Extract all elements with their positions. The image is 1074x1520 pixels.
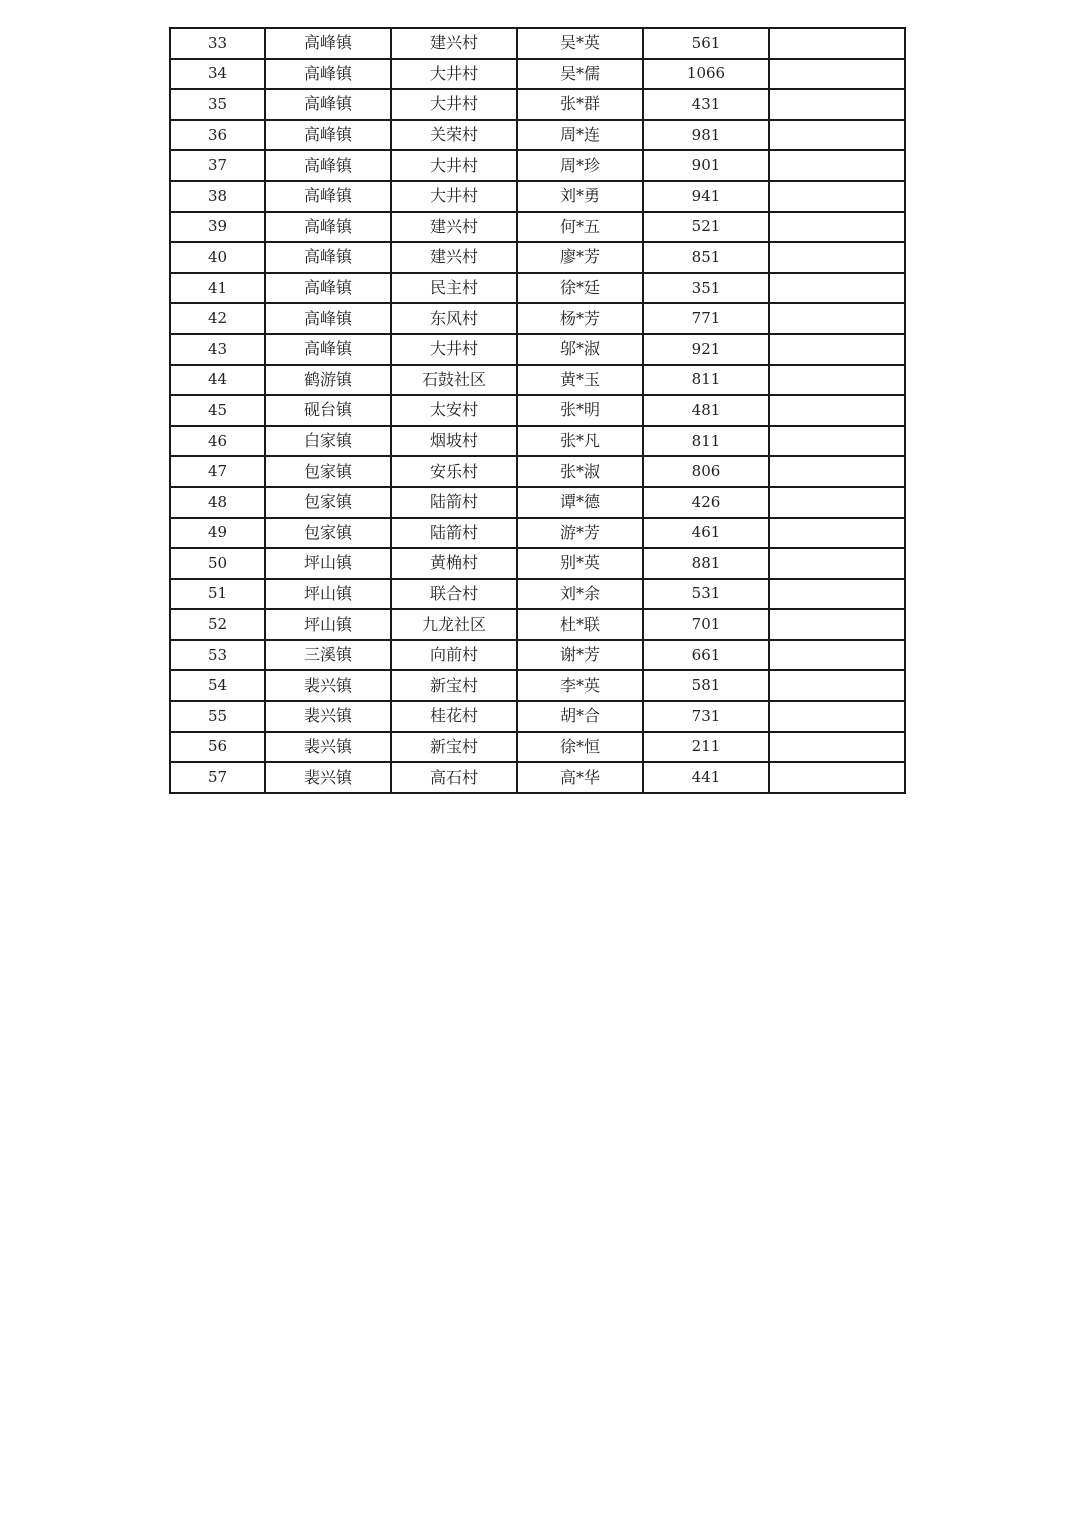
cell-town: 高峰镇 xyxy=(265,303,391,334)
cell-name: 游*芳 xyxy=(517,518,643,549)
cell-town: 高峰镇 xyxy=(265,59,391,90)
cell-village: 建兴村 xyxy=(391,242,517,273)
cell-number: 39 xyxy=(170,212,265,243)
cell-note xyxy=(769,518,905,549)
cell-amount: 941 xyxy=(643,181,769,212)
cell-number: 43 xyxy=(170,334,265,365)
cell-name: 徐*廷 xyxy=(517,273,643,304)
cell-name: 邬*淑 xyxy=(517,334,643,365)
cell-number: 55 xyxy=(170,701,265,732)
cell-number: 33 xyxy=(170,28,265,59)
cell-name: 刘*余 xyxy=(517,579,643,610)
cell-amount: 581 xyxy=(643,670,769,701)
cell-town: 高峰镇 xyxy=(265,212,391,243)
cell-note xyxy=(769,670,905,701)
table-row xyxy=(170,150,905,181)
cell-name: 吴*英 xyxy=(517,28,643,59)
cell-village: 安乐村 xyxy=(391,456,517,487)
cell-number: 42 xyxy=(170,303,265,334)
cell-number: 50 xyxy=(170,548,265,579)
cell-town: 包家镇 xyxy=(265,487,391,518)
cell-note xyxy=(769,59,905,90)
cell-village: 黄桷村 xyxy=(391,548,517,579)
cell-village: 石鼓社区 xyxy=(391,365,517,396)
cell-name: 杨*芳 xyxy=(517,303,643,334)
cell-name: 吴*儒 xyxy=(517,59,643,90)
cell-number: 46 xyxy=(170,426,265,457)
cell-number: 51 xyxy=(170,579,265,610)
cell-village: 陆箭村 xyxy=(391,487,517,518)
cell-note xyxy=(769,701,905,732)
cell-town: 白家镇 xyxy=(265,426,391,457)
cell-number: 53 xyxy=(170,640,265,671)
cell-name: 刘*勇 xyxy=(517,181,643,212)
table-row xyxy=(170,579,905,610)
table-row xyxy=(170,640,905,671)
table-row xyxy=(170,59,905,90)
table-row xyxy=(170,273,905,304)
cell-town: 坪山镇 xyxy=(265,609,391,640)
cell-name: 谭*德 xyxy=(517,487,643,518)
cell-village: 陆箭村 xyxy=(391,518,517,549)
cell-village: 九龙社区 xyxy=(391,609,517,640)
cell-number: 49 xyxy=(170,518,265,549)
cell-amount: 521 xyxy=(643,212,769,243)
table-row xyxy=(170,548,905,579)
cell-village: 建兴村 xyxy=(391,212,517,243)
cell-note xyxy=(769,212,905,243)
cell-name: 杜*联 xyxy=(517,609,643,640)
table-row xyxy=(170,303,905,334)
cell-number: 47 xyxy=(170,456,265,487)
cell-town: 裴兴镇 xyxy=(265,762,391,793)
cell-note xyxy=(769,456,905,487)
cell-amount: 901 xyxy=(643,150,769,181)
cell-village: 新宝村 xyxy=(391,732,517,763)
cell-name: 别*英 xyxy=(517,548,643,579)
cell-number: 56 xyxy=(170,732,265,763)
cell-town: 包家镇 xyxy=(265,456,391,487)
cell-village: 大井村 xyxy=(391,89,517,120)
cell-amount: 661 xyxy=(643,640,769,671)
cell-amount: 731 xyxy=(643,701,769,732)
cell-note xyxy=(769,242,905,273)
cell-note xyxy=(769,303,905,334)
cell-town: 高峰镇 xyxy=(265,242,391,273)
cell-village: 大井村 xyxy=(391,181,517,212)
cell-note xyxy=(769,181,905,212)
cell-name: 周*连 xyxy=(517,120,643,151)
cell-note xyxy=(769,732,905,763)
table-row xyxy=(170,28,905,59)
cell-town: 高峰镇 xyxy=(265,28,391,59)
cell-note xyxy=(769,762,905,793)
cell-name: 李*英 xyxy=(517,670,643,701)
cell-town: 裴兴镇 xyxy=(265,732,391,763)
cell-name: 高*华 xyxy=(517,762,643,793)
cell-amount: 461 xyxy=(643,518,769,549)
cell-note xyxy=(769,640,905,671)
cell-village: 大井村 xyxy=(391,150,517,181)
cell-number: 57 xyxy=(170,762,265,793)
cell-village: 东风村 xyxy=(391,303,517,334)
cell-amount: 561 xyxy=(643,28,769,59)
cell-village: 新宝村 xyxy=(391,670,517,701)
table-row xyxy=(170,701,905,732)
data-table xyxy=(169,27,906,794)
cell-note xyxy=(769,120,905,151)
cell-amount: 771 xyxy=(643,303,769,334)
cell-number: 38 xyxy=(170,181,265,212)
table-row xyxy=(170,242,905,273)
cell-village: 向前村 xyxy=(391,640,517,671)
cell-amount: 701 xyxy=(643,609,769,640)
table-row xyxy=(170,181,905,212)
cell-number: 40 xyxy=(170,242,265,273)
cell-number: 36 xyxy=(170,120,265,151)
cell-amount: 981 xyxy=(643,120,769,151)
cell-name: 谢*芳 xyxy=(517,640,643,671)
cell-town: 砚台镇 xyxy=(265,395,391,426)
cell-town: 高峰镇 xyxy=(265,120,391,151)
cell-name: 何*五 xyxy=(517,212,643,243)
cell-name: 黄*玉 xyxy=(517,365,643,396)
cell-town: 高峰镇 xyxy=(265,89,391,120)
cell-number: 44 xyxy=(170,365,265,396)
table-row xyxy=(170,89,905,120)
cell-amount: 881 xyxy=(643,548,769,579)
cell-village: 建兴村 xyxy=(391,28,517,59)
cell-amount: 211 xyxy=(643,732,769,763)
cell-number: 41 xyxy=(170,273,265,304)
table-row xyxy=(170,334,905,365)
cell-amount: 1066 xyxy=(643,59,769,90)
cell-town: 三溪镇 xyxy=(265,640,391,671)
cell-village: 高石村 xyxy=(391,762,517,793)
cell-amount: 426 xyxy=(643,487,769,518)
cell-note xyxy=(769,334,905,365)
cell-number: 35 xyxy=(170,89,265,120)
cell-village: 大井村 xyxy=(391,334,517,365)
cell-name: 徐*恒 xyxy=(517,732,643,763)
cell-note xyxy=(769,150,905,181)
table-row xyxy=(170,732,905,763)
cell-name: 张*凡 xyxy=(517,426,643,457)
cell-village: 烟坡村 xyxy=(391,426,517,457)
cell-note xyxy=(769,487,905,518)
cell-note xyxy=(769,426,905,457)
cell-town: 高峰镇 xyxy=(265,334,391,365)
cell-town: 坪山镇 xyxy=(265,579,391,610)
table-row xyxy=(170,365,905,396)
cell-amount: 481 xyxy=(643,395,769,426)
table-row xyxy=(170,212,905,243)
cell-village: 桂花村 xyxy=(391,701,517,732)
table-row xyxy=(170,395,905,426)
table-row xyxy=(170,487,905,518)
table-row xyxy=(170,762,905,793)
cell-town: 高峰镇 xyxy=(265,181,391,212)
cell-number: 48 xyxy=(170,487,265,518)
cell-note xyxy=(769,579,905,610)
cell-note xyxy=(769,395,905,426)
cell-town: 裴兴镇 xyxy=(265,670,391,701)
cell-town: 高峰镇 xyxy=(265,273,391,304)
cell-number: 52 xyxy=(170,609,265,640)
cell-name: 张*淑 xyxy=(517,456,643,487)
cell-note xyxy=(769,28,905,59)
cell-number: 37 xyxy=(170,150,265,181)
cell-name: 胡*合 xyxy=(517,701,643,732)
cell-amount: 921 xyxy=(643,334,769,365)
cell-note xyxy=(769,365,905,396)
cell-village: 关荣村 xyxy=(391,120,517,151)
cell-note xyxy=(769,548,905,579)
cell-amount: 851 xyxy=(643,242,769,273)
cell-amount: 806 xyxy=(643,456,769,487)
cell-name: 周*珍 xyxy=(517,150,643,181)
cell-amount: 351 xyxy=(643,273,769,304)
cell-number: 34 xyxy=(170,59,265,90)
cell-village: 联合村 xyxy=(391,579,517,610)
cell-amount: 431 xyxy=(643,89,769,120)
cell-village: 太安村 xyxy=(391,395,517,426)
cell-number: 54 xyxy=(170,670,265,701)
cell-number: 45 xyxy=(170,395,265,426)
table-row xyxy=(170,120,905,151)
table-body xyxy=(170,28,905,793)
table-row xyxy=(170,426,905,457)
cell-town: 裴兴镇 xyxy=(265,701,391,732)
cell-amount: 811 xyxy=(643,426,769,457)
cell-name: 张*群 xyxy=(517,89,643,120)
cell-town: 高峰镇 xyxy=(265,150,391,181)
cell-town: 鹤游镇 xyxy=(265,365,391,396)
table-row xyxy=(170,609,905,640)
cell-amount: 811 xyxy=(643,365,769,396)
cell-note xyxy=(769,609,905,640)
cell-name: 廖*芳 xyxy=(517,242,643,273)
cell-amount: 531 xyxy=(643,579,769,610)
cell-town: 坪山镇 xyxy=(265,548,391,579)
cell-village: 民主村 xyxy=(391,273,517,304)
cell-town: 包家镇 xyxy=(265,518,391,549)
table-row xyxy=(170,456,905,487)
cell-name: 张*明 xyxy=(517,395,643,426)
cell-amount: 441 xyxy=(643,762,769,793)
cell-note xyxy=(769,273,905,304)
table-row xyxy=(170,670,905,701)
table-row xyxy=(170,518,905,549)
cell-note xyxy=(769,89,905,120)
cell-village: 大井村 xyxy=(391,59,517,90)
